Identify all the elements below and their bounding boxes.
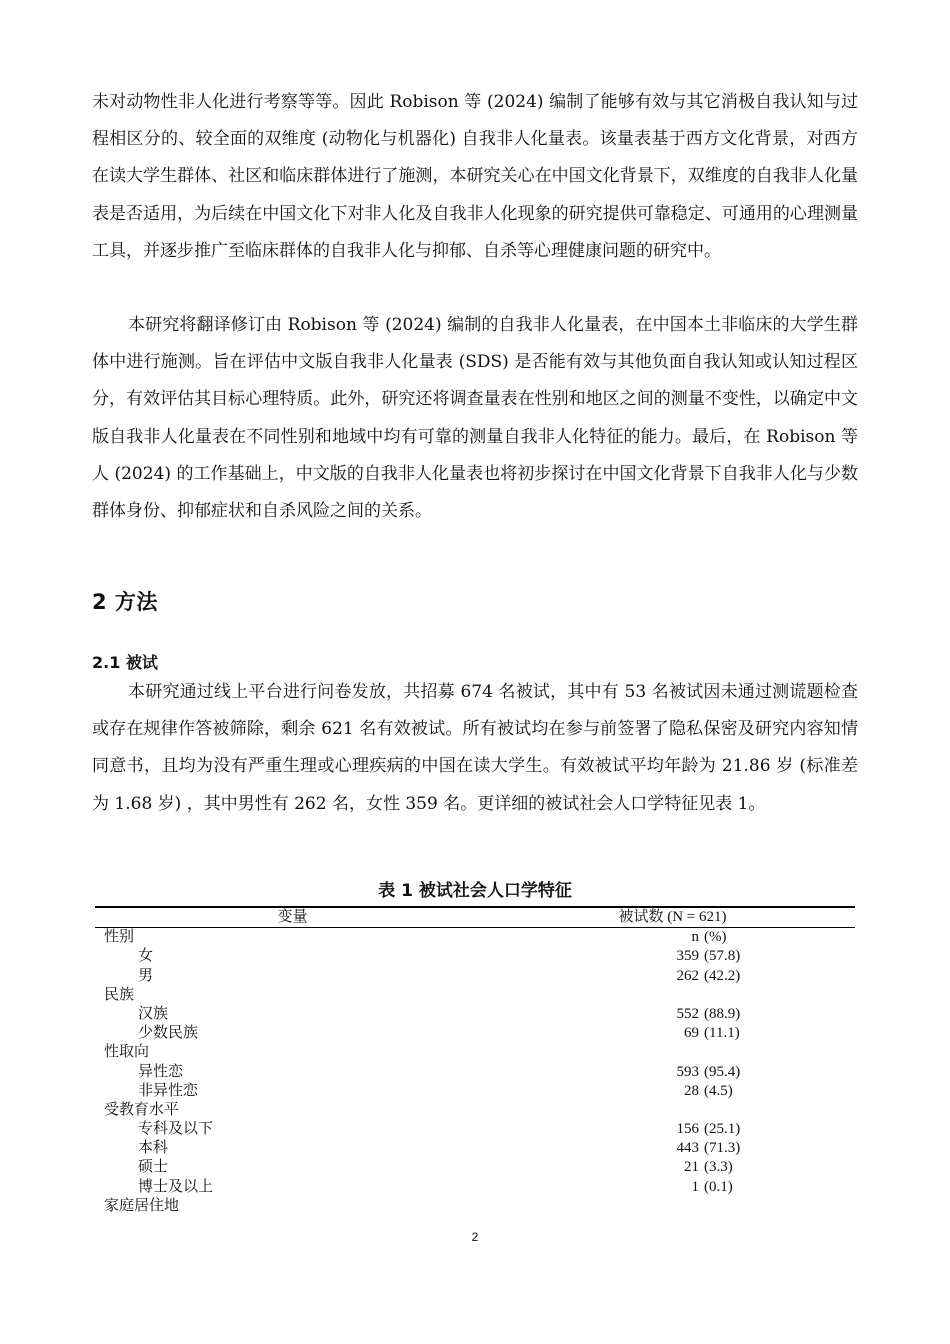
- row-n: 262: [676, 967, 699, 984]
- row-percent: (0.1): [704, 1178, 733, 1195]
- row-n: 156: [676, 1121, 699, 1138]
- row-n: n: [691, 929, 699, 946]
- row-label: 受教育水平: [104, 1101, 180, 1118]
- row-percent: (%): [704, 929, 727, 946]
- row-label: 博士及以上: [138, 1178, 214, 1195]
- table-caption: 表 1 被试社会人口学特征: [378, 881, 572, 901]
- row-label: 性取向: [104, 1044, 150, 1061]
- table-row: [95, 967, 855, 986]
- paragraph-intro-continued: 未对动物性非人化进行考察等等。因此 Robison 等 (2024) 编制了能够有效与其它消极自我认知与过程相区分的、较全面的双维度 (动物化与机器化) 自我非人化量表。该量表基于西方文化背景，对西方在读大学生群体、社区和临床群体进行了施测，本研究关心在中国文化背景下，双维度的自我非人化量表是否适用，为后续在中国文化下对非人化及自我非人化现象的研究提供可靠稳定、可通用的心理测量工具，并逐步推广至临床群体的自我非人化与抑郁、自杀等心理健康问题的研究中。: [92, 92, 858, 261]
- table-header-row: [95, 908, 855, 927]
- row-label: 家庭居住地: [104, 1197, 180, 1214]
- table-row: [95, 1005, 855, 1024]
- row-label: 汉族: [138, 1005, 169, 1022]
- table-row: [95, 1101, 855, 1120]
- subsection-heading-participants: 2.1 被试: [92, 653, 158, 672]
- row-n: 443: [676, 1140, 699, 1157]
- row-n: 552: [676, 1005, 699, 1022]
- row-label: 异性恋: [138, 1063, 184, 1080]
- table-row: [95, 1178, 855, 1197]
- header-count: 被试数 (N = 621): [618, 909, 727, 925]
- row-percent: (3.3): [704, 1159, 733, 1176]
- table-row: [95, 1043, 855, 1062]
- row-n: 69: [684, 1025, 699, 1042]
- paragraph-study-aims: 本研究将翻译修订由 Robison 等 (2024) 编制的自我非人化量表，在中国本土非临床的大学生群体中进行施测。旨在评估中文版自我非人化量表 (SDS) 是否能有效与其他负面自我认知或认知过程区分，有效评估其目标心理特质。此外，研究还将调查量表在性别和地区之间的测量不变性，以确定中文版自我非人化量表在不同性别和地域中均有可靠的测量自我非人化特征的能力。最后，在 Robison 等人 (2024) 的工作基础上，中文版的自我非人化量表也将初步探讨在中国文化背景下自我非人化与少数群体身份、抑郁症状和自杀风险之间的关系。: [92, 315, 858, 522]
- paragraph-participants: 本研究通过线上平台进行问卷发放，共招募 674 名被试，其中有 53 名被试因未通过测谎题检查或存在规律作答被筛除，剩余 621 名有效被试。所有被试均在参与前签署了隐私保密及研究内容知情同意书，且均为没有严重生理或心理疾病的中国在读大学生。有效被试平均年龄为 21.86 岁 (标准差为 1.68 岁) ，其中男性有 262 名，女性 359 名。更详细的被试社会人口学特征见表 1。: [92, 682, 858, 814]
- table-row: [95, 986, 855, 1005]
- row-percent: (71.3): [704, 1140, 741, 1157]
- row-n: 1: [691, 1178, 699, 1195]
- row-label: 女: [138, 948, 154, 965]
- row-percent: (95.4): [704, 1063, 741, 1080]
- row-percent: (4.5): [704, 1082, 733, 1099]
- row-label: 少数民族: [138, 1025, 199, 1042]
- row-label: 民族: [104, 986, 135, 1003]
- table-row: [95, 1120, 855, 1139]
- row-label: 非异性恋: [138, 1082, 199, 1099]
- section-heading-methods: 2 方法: [92, 590, 158, 614]
- row-percent: (25.1): [704, 1121, 741, 1138]
- page-number: 2: [471, 1230, 479, 1244]
- table-row: [95, 1158, 855, 1177]
- row-n: 359: [676, 948, 699, 965]
- table-row: [95, 1139, 855, 1158]
- row-label: 性别: [104, 929, 135, 946]
- row-n: 593: [676, 1063, 699, 1080]
- table-row: [95, 1082, 855, 1101]
- demographics-table: [95, 906, 855, 1216]
- row-percent: (88.9): [704, 1005, 741, 1022]
- row-n: 28: [684, 1082, 699, 1099]
- row-label: 男: [138, 967, 154, 984]
- table-row: [95, 1024, 855, 1043]
- row-percent: (11.1): [704, 1025, 740, 1042]
- row-label: 硕士: [138, 1159, 169, 1176]
- row-percent: (42.2): [704, 967, 741, 984]
- table-row: [95, 1197, 855, 1216]
- table-row: [95, 928, 855, 947]
- row-label: 本科: [138, 1140, 169, 1157]
- row-n: 21: [684, 1159, 699, 1176]
- row-label: 专科及以下: [138, 1121, 214, 1138]
- table-row: [95, 1063, 855, 1082]
- table-row: [95, 947, 855, 966]
- row-percent: (57.8): [704, 948, 741, 965]
- header-variable: 变量: [277, 909, 308, 925]
